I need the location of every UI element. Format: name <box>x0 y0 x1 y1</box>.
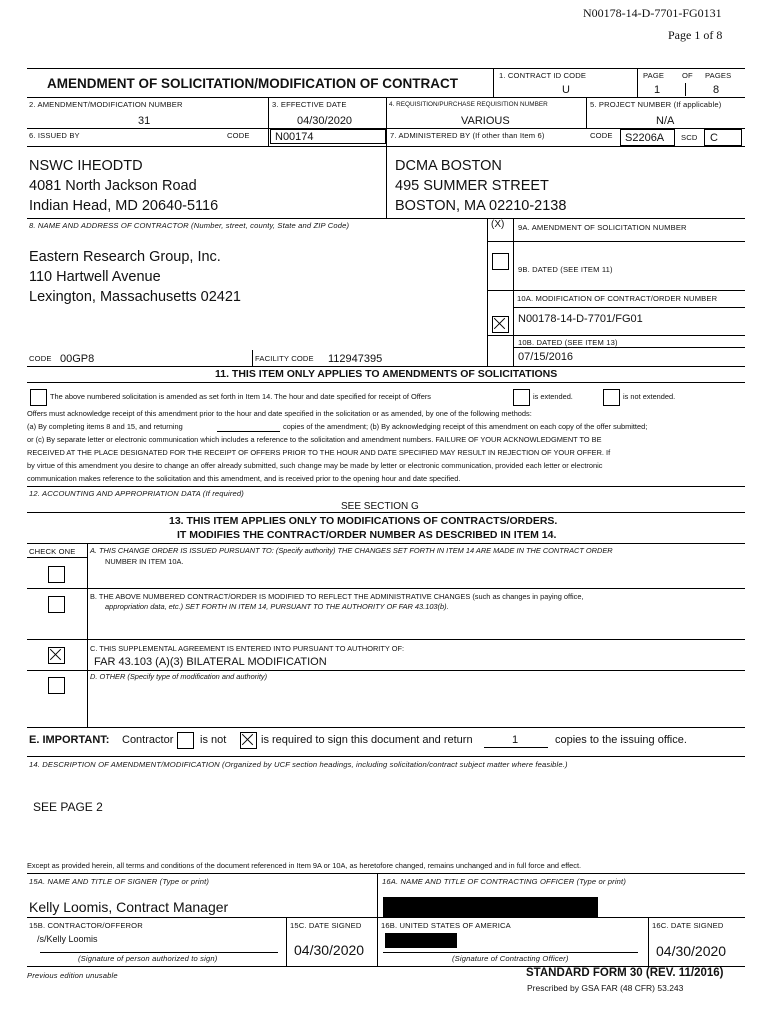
item-11-text: copies of the amendment; (b) By acknowledging receipt of this amendment on each copy of the offer submitted; <box>283 422 648 431</box>
rule <box>27 639 745 640</box>
administered-by-line: BOSTON, MA 02210-2138 <box>395 198 567 214</box>
rule <box>487 290 745 291</box>
issued-by-code-value: N00174 <box>275 131 314 143</box>
prescribed-by: Prescribed by GSA FAR (48 CFR) 53.243 <box>527 983 684 993</box>
rule <box>27 543 745 544</box>
issued-by-line: NSWC IHEODTD <box>29 158 143 174</box>
item-11-text: communication makes reference to the solicitation and this amendment, and is received prior to the opening hour and date specified. <box>27 474 461 483</box>
is-not-checkbox[interactable] <box>177 732 194 749</box>
scd-box <box>704 129 742 146</box>
form-title: AMENDMENT OF SOLICITATION/MODIFICATION OF CONTRACT <box>47 76 458 91</box>
amendment-solicitation-number-label: 9A. AMENDMENT OF SOLICITATION NUMBER <box>518 223 687 232</box>
rule <box>487 218 488 366</box>
rule <box>27 218 745 219</box>
contractor-signature-value: /s/Kelly Loomis <box>37 934 98 944</box>
rule <box>27 756 745 757</box>
extended-checkbox[interactable] <box>513 389 530 406</box>
page-value: 1 <box>654 84 661 96</box>
contract-dated-value: 07/15/2016 <box>518 351 574 363</box>
of-label: OF <box>682 71 693 80</box>
facility-code-label: FACILITY CODE <box>255 354 314 363</box>
document-id: N00178-14-D-7701-FG0131 <box>583 6 722 20</box>
is-required-label: is required to sign this document and return <box>261 734 473 746</box>
accounting-data-label: 12. ACCOUNTING AND APPROPRIATION DATA (If required) <box>29 489 244 498</box>
option-b-text: B. THE ABOVE NUMBERED CONTRACT/ORDER IS MODIFIED TO REFLECT THE ADMINISTRATIVE CHANGES (such as changes in paying office, <box>90 592 584 601</box>
issued-by-code-label: CODE <box>227 131 250 140</box>
option-d-checkbox[interactable] <box>48 677 65 694</box>
copies-value: 1 <box>512 734 519 746</box>
item-11-text: Offers must acknowledge receipt of this amendment prior to the hour and date specified in the solicitation or as amended, by one of the following methods: <box>27 409 532 418</box>
contractor-label: 8. NAME AND ADDRESS OF CONTRACTOR (Number, street, county, State and ZIP Code) <box>29 221 350 230</box>
rule <box>87 543 88 727</box>
administered-by-code-value: S2206A <box>625 132 665 144</box>
page-label: PAGE <box>643 71 665 80</box>
option-d-text: D. OTHER (Specify type of modification and authority) <box>90 672 268 681</box>
rule <box>40 952 278 953</box>
usa-label: 16B. UNITED STATES OF AMERICA <box>381 921 511 930</box>
rule <box>513 218 514 366</box>
issued-by-code-box <box>270 129 386 144</box>
contractor-date-label: 15C. DATE SIGNED <box>290 921 362 930</box>
copies-line <box>484 747 548 748</box>
administered-by-line: 495 SUMMER STREET <box>395 178 549 194</box>
administered-by-label: 7. ADMINISTERED BY (If other than Item 6) <box>390 131 545 140</box>
officer-signature-caption: (Signature of Contracting Officer) <box>452 954 569 963</box>
modification-contract-checkbox[interactable] <box>492 316 509 333</box>
not-extended-label: is not extended. <box>623 392 676 401</box>
copies-suffix: copies to the issuing office. <box>555 734 687 746</box>
signer-name-label: 15A. NAME AND TITLE OF SIGNER (Type or print) <box>29 877 210 886</box>
rule <box>487 335 745 336</box>
option-c-text: C. THIS SUPPLEMENTAL AGREEMENT IS ENTERED INTO PURSUANT TO AUTHORITY OF: <box>90 644 405 653</box>
item-11-text: (a) By completing items 8 and 15, and returning <box>27 422 183 431</box>
rule <box>27 588 745 589</box>
modification-contract-number-value: N00178-14-D-7701/FG01 <box>518 313 643 325</box>
check-one-label: CHECK ONE <box>29 547 76 556</box>
redaction-block <box>385 933 457 948</box>
contract-id-code-label: 1. CONTRACT ID CODE <box>499 71 587 80</box>
important-label: E. IMPORTANT: <box>29 734 110 746</box>
contractor-word: Contractor <box>122 734 174 746</box>
accounting-data-value: SEE SECTION G <box>341 501 419 512</box>
administered-by-line: DCMA BOSTON <box>395 158 502 174</box>
item-13-title: 13. THIS ITEM APPLIES ONLY TO MODIFICATIONS OF CONTRACTS/ORDERS. <box>169 515 558 527</box>
contractor-line: 110 Hartwell Avenue <box>29 269 161 285</box>
project-number-label: 5. PROJECT NUMBER (If applicable) <box>590 100 722 109</box>
item-13-subtitle: IT MODIFIES THE CONTRACT/ORDER NUMBER AS DESCRIBED IN ITEM 14. <box>177 529 557 541</box>
amendment-number-value: 31 <box>138 115 151 127</box>
option-c-authority: FAR 43.103 (A)(3) BILATERAL MODIFICATION <box>94 656 327 668</box>
solicitation-dated-label: 9B. DATED (SEE ITEM 11) <box>518 265 613 274</box>
rule <box>513 307 745 308</box>
option-a-checkbox[interactable] <box>48 566 65 583</box>
rule <box>513 347 745 348</box>
extended-label: is extended. <box>533 392 573 401</box>
rule <box>27 917 745 918</box>
option-b-checkbox[interactable] <box>48 596 65 613</box>
contract-id-code-value: U <box>562 84 570 96</box>
rule <box>586 97 587 128</box>
page-number: Page 1 of 8 <box>668 28 723 42</box>
officer-date-label: 16C. DATE SIGNED <box>652 921 724 930</box>
scd-value: C <box>710 132 718 144</box>
officer-date-value: 04/30/2020 <box>656 943 727 959</box>
facility-code-value: 112947395 <box>328 353 383 365</box>
form-number: STANDARD FORM 30 (REV. 11/2016) <box>526 967 724 979</box>
option-a-text: A. THIS CHANGE ORDER IS ISSUED PURSUANT TO: (Specify authority) THE CHANGES SET FORTH IN ITEM 14 ARE MADE IN THE CONTRACT ORDER <box>90 546 613 555</box>
item-11-text: by virtue of this amendment you desire to change an offer already submitted, such change may be made by letter or electronic communication, provided each letter or electronic <box>27 461 603 470</box>
copies-blank[interactable] <box>217 431 280 432</box>
rule <box>27 873 745 874</box>
is-required-checkbox[interactable] <box>240 732 257 749</box>
solicitation-amended-checkbox[interactable] <box>30 389 47 406</box>
issued-by-label: 6. ISSUED BY <box>29 131 80 140</box>
requisition-number-value: VARIOUS <box>461 115 510 127</box>
rule <box>27 557 87 558</box>
item-11-title: 11. THIS ITEM ONLY APPLIES TO AMENDMENTS OF SOLICITATIONS <box>215 368 558 380</box>
pages-label: PAGES <box>705 71 732 80</box>
not-extended-checkbox[interactable] <box>603 389 620 406</box>
administered-by-code-label: CODE <box>590 131 613 140</box>
description-label: 14. DESCRIPTION OF AMENDMENT/MODIFICATION (Organized by UCF section headings, including solicitation/contract subject matter where feasible.) <box>29 760 568 769</box>
rule <box>493 68 494 97</box>
rule <box>637 68 638 97</box>
item-11-text: or (c) By separate letter or electronic communication which includes a reference to the solicitation and amendment numbers. FAILURE OF YOUR ACKNOWLEDGMENT TO BE <box>27 435 602 444</box>
signer-name-value: Kelly Loomis, Contract Manager <box>29 899 229 915</box>
rule <box>252 350 253 366</box>
rule <box>377 873 378 966</box>
item-11-text: RECEIVED AT THE PLACE DESIGNATED FOR THE RECEIPT OF OFFERS PRIOR TO THE HOUR AND DATE SPECIFIED MAY RESULT IN REJECTION OF YOUR OFFER. If <box>27 448 611 457</box>
rule <box>648 917 649 966</box>
contractor-signature-caption: (Signature of person authorized to sign) <box>78 954 218 963</box>
except-text: Except as provided herein, all terms and conditions of the document referenced in Item 9A or 10A, as heretofore changed, remains unchanged and in full force and effect. <box>27 861 582 870</box>
contractor-code-value: 00GP8 <box>60 353 95 365</box>
is-not-label: is not <box>200 734 227 746</box>
contractor-date-value: 04/30/2020 <box>294 942 365 958</box>
contract-dated-label: 10B. DATED (SEE ITEM 13) <box>518 338 618 347</box>
description-value: SEE PAGE 2 <box>33 800 103 814</box>
modification-contract-number-label: 10A. MODIFICATION OF CONTRACT/ORDER NUMBER <box>517 294 718 303</box>
issued-by-line: 4081 North Jackson Road <box>29 178 197 194</box>
option-c-checkbox[interactable] <box>48 647 65 664</box>
redaction-block <box>383 897 598 917</box>
administered-by-code-box <box>620 129 675 146</box>
rule <box>383 952 638 953</box>
contractor-line: Eastern Research Group, Inc. <box>29 249 221 265</box>
option-b-text: appropriation data, etc.) SET FORTH IN ITEM 14, PURSUANT TO THE AUTHORITY OF FAR 43.103(b). <box>105 602 449 611</box>
amendment-solicitation-checkbox[interactable] <box>492 253 509 270</box>
rule <box>27 486 745 487</box>
contractor-line: Lexington, Massachusetts 02421 <box>29 289 241 305</box>
rule <box>27 512 745 513</box>
issued-by-line: Indian Head, MD 20640-5116 <box>29 198 219 214</box>
pages-value: 8 <box>713 84 720 96</box>
rule <box>286 917 287 966</box>
amendment-number-label: 2. AMENDMENT/MODIFICATION NUMBER <box>29 100 183 109</box>
scd-label: SCD <box>681 133 698 142</box>
contracting-officer-label: 16A. NAME AND TITLE OF CONTRACTING OFFICER (Type or print) <box>382 877 626 886</box>
item-11-text: The above numbered solicitation is amended as set forth in Item 14. The hour and date specified for receipt of Offers <box>50 392 431 401</box>
contractor-offeror-label: 15B. CONTRACTOR/OFFEROR <box>29 921 143 930</box>
rule <box>685 83 686 96</box>
effective-date-value: 04/30/2020 <box>297 115 353 127</box>
option-a-text: NUMBER IN ITEM 10A. <box>105 557 184 566</box>
rule <box>268 97 269 146</box>
requisition-number-label: 4. REQUISITION/PURCHASE REQUISITION NUMBER <box>389 101 548 108</box>
previous-edition-note: Previous edition unusable <box>27 971 118 980</box>
rule <box>487 241 745 242</box>
rule <box>27 727 745 728</box>
rule <box>27 382 745 383</box>
x-column-label: (X) <box>491 219 505 230</box>
contractor-code-label: CODE <box>29 354 52 363</box>
project-number-value: N/A <box>656 115 675 127</box>
rule <box>386 97 387 218</box>
effective-date-label: 3. EFFECTIVE DATE <box>272 100 347 109</box>
rule <box>27 366 745 367</box>
